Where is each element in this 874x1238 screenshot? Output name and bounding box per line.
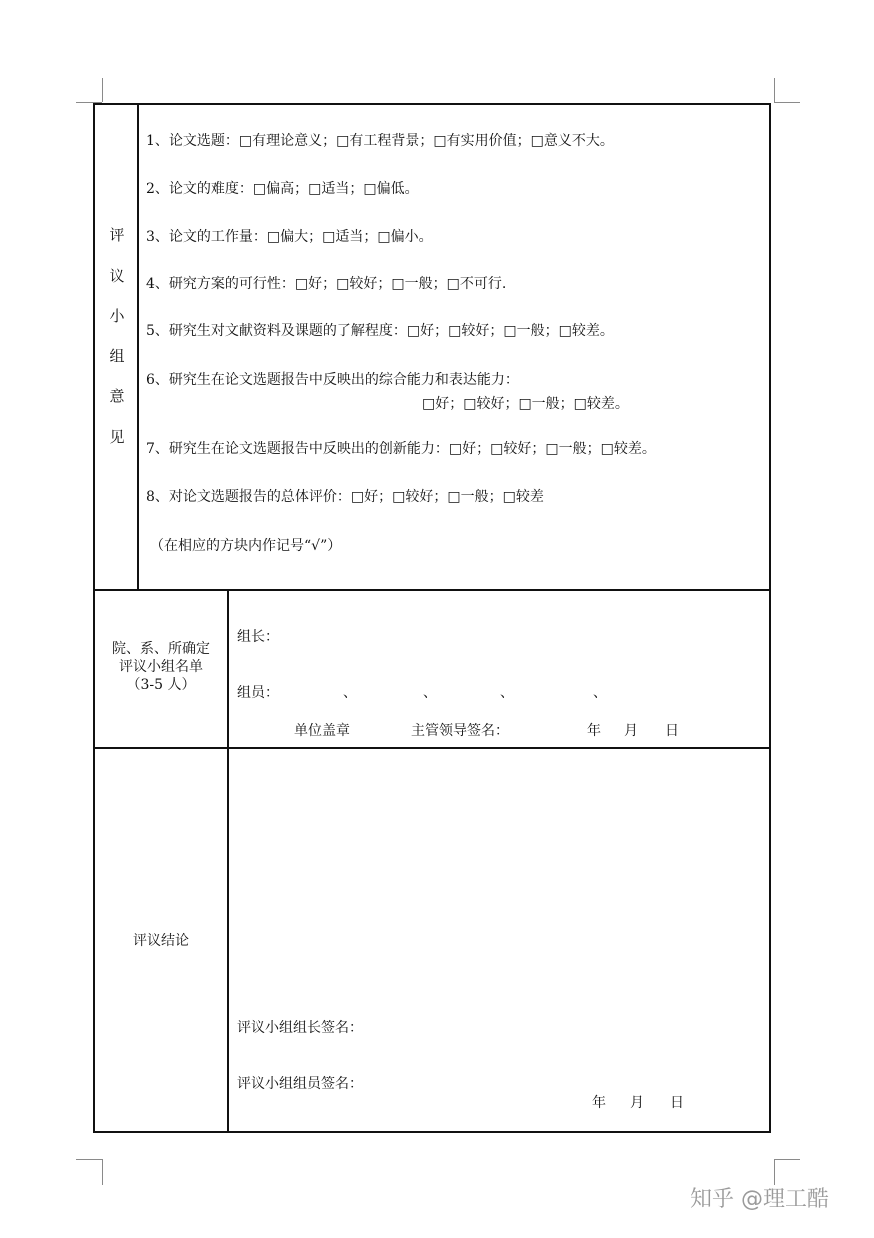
date-day: 日 [665,723,679,739]
member-separator: 、 [500,685,514,701]
roster-label-line: 评议小组名单 [119,659,203,675]
row-divider [93,589,771,591]
evaluation-item-literature: 5、研究生对文献资料及课题的了解程度：□好；□较好；□一般；□较差。 [146,323,614,339]
table-border-top [93,103,771,105]
member-separator: 、 [343,685,357,701]
opinion-label-char: 意 [109,387,125,405]
opinion-label-char: 小 [109,307,125,325]
opinion-label-char: 评 [109,226,125,244]
supervisor-signature-label: 主管领导签名： [411,723,509,739]
table-border-right [769,103,771,1133]
evaluation-item-ability: 6、研究生在论文选题报告中反映出的综合能力和表达能力： [146,372,519,388]
crop-mark-bottom-right [774,1159,800,1160]
leader-label: 组长： [237,629,279,645]
instruction-note: （在相应的方块内作记号“√”） [150,538,342,554]
column-divider [227,589,229,1133]
row-divider [93,747,771,749]
evaluation-item-ability-options: □好；□较好；□一般；□较差。 [422,396,629,412]
evaluation-item-feasibility: 4、研究方案的可行性：□好；□较好；□一般；□不可行. [146,276,507,292]
column-divider [137,103,139,591]
date-month: 月 [624,723,638,739]
watermark: 知乎 @理工酷 [690,1187,829,1212]
table-border-left [93,103,95,1133]
date-month: 月 [630,1095,644,1111]
opinion-label-char: 见 [109,428,125,446]
conclusion-label: 评议结论 [133,933,189,949]
table-border-bottom [93,1131,771,1133]
roster-label [95,640,227,694]
evaluation-item-topic: 1、论文选题：□有理论意义；□有工程背景；□有实用价值；□意义不大。 [146,133,614,149]
opinion-label-char: 议 [109,267,125,285]
roster-label-line: 院、系、所确定 [112,641,210,657]
roster-label-line: （3-5 人） [126,677,196,693]
date-day: 日 [670,1095,684,1111]
crop-mark-top-right [774,78,775,102]
date-year: 年 [587,723,601,739]
seal-label: 单位盖章 [294,723,350,739]
evaluation-item-overall: 8、对论文选题报告的总体评价：□好；□较好；□一般；□较差 [146,489,544,505]
member-separator: 、 [593,685,607,701]
members-signature-label: 评议小组组员签名： [237,1076,363,1092]
crop-mark-bottom-right [774,1159,775,1185]
evaluation-item-difficulty: 2、论文的难度：□偏高；□适当；□偏低。 [146,181,419,197]
date-year: 年 [592,1095,606,1111]
leader-signature-label: 评议小组组长签名： [237,1020,363,1036]
crop-mark-top-right [774,102,800,103]
evaluation-item-innovation: 7、研究生在论文选题报告中反映出的创新能力：□好；□较好；□一般；□较差。 [146,441,656,457]
crop-mark-bottom-left [76,1159,102,1160]
crop-mark-top-left [102,78,103,102]
member-separator: 、 [423,685,437,701]
evaluation-item-workload: 3、论文的工作量：□偏大；□适当；□偏小。 [146,229,433,245]
opinion-label-char: 组 [109,347,125,365]
members-label: 组员： [237,685,279,701]
crop-mark-bottom-left [102,1159,103,1185]
